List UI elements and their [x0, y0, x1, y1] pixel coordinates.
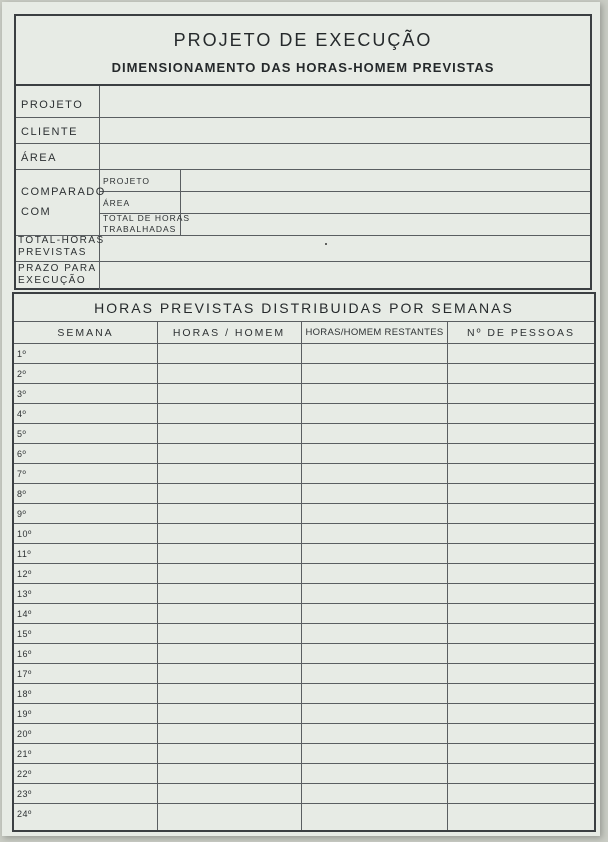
- week-row-label: 21º: [17, 749, 32, 759]
- week-row-line: [14, 643, 594, 644]
- label-total-horas-1: TOTAL-HORAS: [18, 235, 105, 246]
- week-row-label: 24º: [17, 809, 32, 819]
- title-divider: [14, 321, 594, 322]
- label-comparado-1: COMPARADO: [21, 186, 106, 198]
- week-row-label: 20º: [17, 729, 32, 739]
- week-row-line: [14, 703, 594, 704]
- label-total-horas-2: PREVISTAS: [18, 247, 87, 258]
- col-header-restantes: HORAS/HOMEM RESTANTES: [305, 327, 444, 338]
- row-line: [16, 117, 590, 118]
- compare-sub-divider: [180, 170, 181, 236]
- week-row-line: [14, 783, 594, 784]
- week-row-line: [14, 743, 594, 744]
- col-header-pessoas: Nº DE PESSOAS: [466, 327, 576, 339]
- title-box: [14, 14, 592, 86]
- week-row-line: [14, 363, 594, 364]
- project-info-box: [14, 86, 592, 290]
- row-line: [16, 261, 590, 262]
- week-row-label: 9º: [17, 509, 27, 519]
- week-row-label: 7º: [17, 469, 27, 479]
- week-row-line: [14, 423, 594, 424]
- week-row-label: 19º: [17, 709, 32, 719]
- week-row-label: 16º: [17, 649, 32, 659]
- week-row-label: 18º: [17, 689, 32, 699]
- week-row-line: [14, 803, 594, 804]
- week-row-label: 23º: [17, 789, 32, 799]
- week-row-label: 17º: [17, 669, 32, 679]
- label-area: ÁREA: [21, 152, 57, 164]
- ink-dot: [325, 243, 327, 245]
- sublabel-total-2: TRABALHADAS: [103, 224, 177, 234]
- row-line: [16, 169, 590, 170]
- week-row-line: [14, 623, 594, 624]
- week-row-line: [14, 563, 594, 564]
- week-row-label: 10º: [17, 529, 32, 539]
- form-title: PROJETO DE EXECUÇÃO: [173, 30, 433, 50]
- week-row-line: [14, 523, 594, 524]
- header-row-line: [14, 343, 594, 344]
- row-line: [16, 143, 590, 144]
- label-cliente: CLIENTE: [21, 126, 78, 138]
- week-row-line: [14, 483, 594, 484]
- col-header-horas-homem: HORAS / HOMEM: [172, 327, 286, 339]
- col-header-semana: SEMANA: [57, 327, 114, 339]
- week-row-label: 22º: [17, 769, 32, 779]
- week-row-label: 6º: [17, 449, 27, 459]
- week-row-line: [14, 683, 594, 684]
- label-prazo-2: EXECUÇÃO: [18, 275, 87, 286]
- week-row-label: 13º: [17, 589, 32, 599]
- label-projeto: PROJETO: [21, 99, 84, 111]
- week-row-label: 3º: [17, 389, 27, 399]
- weeks-table: [12, 292, 596, 832]
- week-row-line: [14, 723, 594, 724]
- col-divider: [301, 321, 302, 830]
- col-divider: [157, 321, 158, 830]
- form-subtitle: DIMENSIONAMENTO DAS HORAS-HOMEM PREVISTAS: [111, 60, 495, 75]
- week-row-label: 5º: [17, 429, 27, 439]
- sublabel-projeto: PROJETO: [103, 176, 150, 186]
- label-prazo-1: PRAZO PARA: [18, 263, 97, 274]
- week-row-line: [14, 503, 594, 504]
- week-row-label: 8º: [17, 489, 27, 499]
- sublabel-total-1: TOTAL DE HORAS: [103, 213, 191, 223]
- week-row-line: [14, 443, 594, 444]
- week-row-line: [14, 403, 594, 404]
- row-line: [100, 191, 590, 192]
- week-row-label: 15º: [17, 629, 32, 639]
- week-row-line: [14, 383, 594, 384]
- week-row-line: [14, 463, 594, 464]
- week-row-line: [14, 583, 594, 584]
- week-row-line: [14, 603, 594, 604]
- week-row-label: 1º: [17, 349, 27, 359]
- col-divider: [447, 321, 448, 830]
- weeks-table-title: HORAS PREVISTAS DISTRIBUIDAS POR SEMANAS: [94, 300, 514, 316]
- sublabel-area: ÁREA: [103, 198, 131, 208]
- form-sheet: [2, 2, 600, 836]
- week-row-label: 11º: [17, 549, 32, 559]
- week-row-label: 12º: [17, 569, 32, 579]
- week-row-line: [14, 663, 594, 664]
- week-row-line: [14, 543, 594, 544]
- week-row-line: [14, 763, 594, 764]
- label-comparado-2: COM: [21, 206, 52, 218]
- week-row-label: 14º: [17, 609, 32, 619]
- week-row-label: 4º: [17, 409, 27, 419]
- week-row-label: 2º: [17, 369, 27, 379]
